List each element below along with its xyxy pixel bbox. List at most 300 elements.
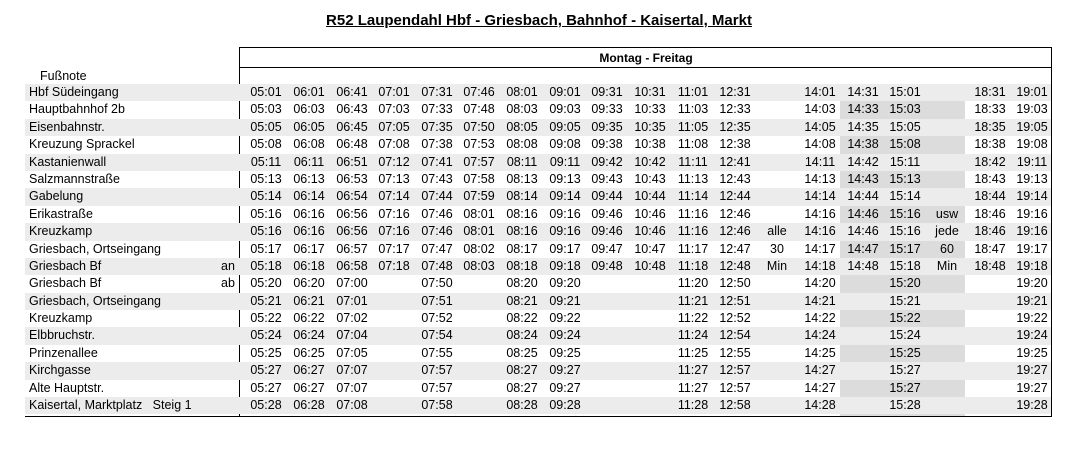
departure-time: 15:21 xyxy=(889,293,921,308)
departure-time: 07:38 xyxy=(421,137,453,152)
departure-time: 07:00 xyxy=(336,276,368,291)
departure-time: 09:01 xyxy=(549,85,581,99)
departure-time: 19:20 xyxy=(1016,276,1048,291)
stop-name: Griesbach, Ortseingang xyxy=(29,241,162,256)
departure-time: 12:35 xyxy=(719,119,751,134)
departure-time: 06:27 xyxy=(293,363,325,378)
departure-time: 15:28 xyxy=(889,398,921,413)
departure-time: 06:58 xyxy=(336,258,368,273)
departure-time: 11:21 xyxy=(677,293,709,308)
departure-time: 07:02 xyxy=(336,311,368,326)
departure-time: 11:16 xyxy=(677,224,709,239)
stop-name: Griesbach Bf xyxy=(29,276,102,291)
departure-time: 09:25 xyxy=(549,345,581,360)
departure-time: 08:17 xyxy=(506,241,538,256)
departure-time: 19:17 xyxy=(1016,241,1048,256)
departure-time: 10:33 xyxy=(634,102,666,117)
departure-time: 06:17 xyxy=(293,241,325,256)
departure-time: 06:48 xyxy=(336,137,368,152)
departure-time: 18:42 xyxy=(974,154,1006,169)
departure-time: 07:57 xyxy=(463,154,495,169)
departure-time: 09:24 xyxy=(549,328,581,343)
departure-time: 11:03 xyxy=(677,102,709,117)
departure-time: 05:16 xyxy=(250,206,282,221)
departure-time: 09:44 xyxy=(591,189,623,204)
departure-time: 06:16 xyxy=(293,224,325,239)
interval-note: alle xyxy=(767,224,787,239)
departure-time: 06:22 xyxy=(293,311,325,326)
departure-time: 10:43 xyxy=(634,171,666,186)
departure-time: 08:27 xyxy=(506,380,538,395)
departure-time: 18:46 xyxy=(974,206,1006,221)
departure-time: 12:43 xyxy=(719,171,751,186)
table-top-border xyxy=(240,47,1052,48)
departure-time: 09:14 xyxy=(549,189,581,204)
departure-time: 07:13 xyxy=(378,171,410,186)
departure-time: 19:16 xyxy=(1016,206,1048,221)
departure-marker: ab xyxy=(221,276,235,291)
stop-name: Griesbach Bf xyxy=(29,258,102,273)
departure-time: 05:16 xyxy=(250,224,282,239)
departure-time: 15:16 xyxy=(889,224,921,239)
departure-time: 11:05 xyxy=(677,119,709,134)
departure-time: 08:14 xyxy=(506,189,538,204)
departure-time: 14:25 xyxy=(804,345,836,360)
departure-time: 07:41 xyxy=(421,154,453,169)
departure-time: 07:58 xyxy=(421,398,453,413)
departure-time: 07:52 xyxy=(421,311,453,326)
stop-name: Kreuzkamp xyxy=(29,311,93,326)
departure-time: 07:55 xyxy=(421,345,453,360)
stop-name: Hbf Südeingang xyxy=(29,85,119,99)
departure-time: 09:33 xyxy=(591,102,623,117)
timetable-row xyxy=(25,310,1051,327)
timetable-row xyxy=(25,380,1051,397)
departure-time: 10:38 xyxy=(634,137,666,152)
departure-time: 09:43 xyxy=(591,171,623,186)
departure-time: 11:11 xyxy=(678,154,708,169)
departure-time: 07:58 xyxy=(463,171,495,186)
departure-time: 15:16 xyxy=(889,206,921,221)
departure-time: 09:47 xyxy=(591,241,623,256)
departure-time: 18:31 xyxy=(974,85,1006,99)
departure-time: 15:08 xyxy=(889,137,921,152)
departure-time: 06:21 xyxy=(293,293,325,308)
departure-time: 06:16 xyxy=(293,206,325,221)
timetable-row xyxy=(25,362,1051,379)
departure-time: 19:25 xyxy=(1016,345,1048,360)
departure-time: 09:17 xyxy=(549,241,581,256)
stop-name: Gabelung xyxy=(29,189,84,204)
departure-time: 15:03 xyxy=(889,102,921,117)
departure-time: 11:14 xyxy=(677,189,709,204)
departure-time: 06:54 xyxy=(336,189,368,204)
departure-time: 18:44 xyxy=(974,189,1006,204)
departure-time: 14:22 xyxy=(804,311,836,326)
stop-name: Alte Hauptstr. xyxy=(29,380,105,395)
departure-time: 19:03 xyxy=(1016,102,1048,117)
departure-time: 14:17 xyxy=(804,241,836,256)
departure-time: 14:14 xyxy=(804,189,836,204)
departure-time: 15:20 xyxy=(889,276,921,291)
departure-time: 09:31 xyxy=(591,85,623,99)
departure-time: 07:48 xyxy=(421,258,453,273)
departure-time: 08:28 xyxy=(506,398,538,413)
timetable-row xyxy=(25,258,1051,275)
departure-time: 07:08 xyxy=(336,398,368,413)
departure-time: 08:16 xyxy=(506,206,538,221)
departure-time: 19:14 xyxy=(1016,189,1048,204)
stop-name: Kaisertal, Marktplatz Steig 1 xyxy=(29,398,192,413)
departure-time: 07:46 xyxy=(421,224,453,239)
departure-time: 09:11 xyxy=(549,154,581,169)
departure-time: 08:21 xyxy=(506,293,538,308)
departure-time: 05:03 xyxy=(250,102,282,117)
departure-time: 09:28 xyxy=(549,398,581,413)
interval-note: jede xyxy=(935,224,959,239)
departure-time: 07:50 xyxy=(463,119,495,134)
stop-name: Kreuzung Sprackel xyxy=(29,137,135,152)
departure-time: 11:24 xyxy=(677,328,709,343)
departure-time: 07:35 xyxy=(421,119,453,134)
departure-time: 14:18 xyxy=(804,258,836,273)
departure-time: 08:24 xyxy=(506,328,538,343)
departure-time: 11:25 xyxy=(677,345,709,360)
departure-time: 15:11 xyxy=(889,154,921,169)
departure-time: 07:01 xyxy=(378,85,410,99)
departure-time: 09:20 xyxy=(549,276,581,291)
stop-name: Hauptbahnhof 2b xyxy=(29,102,125,117)
departure-time: 06:20 xyxy=(293,276,325,291)
stop-name: Eisenbahnstr. xyxy=(29,119,105,134)
departure-time: 06:28 xyxy=(293,398,325,413)
departure-time: 05:24 xyxy=(250,328,282,343)
departure-time: 12:44 xyxy=(719,189,751,204)
departure-time: 14:46 xyxy=(847,224,879,239)
departure-time: 05:05 xyxy=(250,119,282,134)
departure-time: 15:18 xyxy=(889,258,921,273)
departure-time: 10:42 xyxy=(634,154,666,169)
departure-time: 07:46 xyxy=(463,85,495,99)
header-separator xyxy=(240,67,1052,68)
departure-time: 12:54 xyxy=(719,328,751,343)
departure-time: 08:01 xyxy=(463,224,495,239)
departure-time: 06:05 xyxy=(293,119,325,134)
departure-time: 05:28 xyxy=(250,398,282,413)
departure-time: 19:18 xyxy=(1016,258,1048,273)
stop-name: Prinzenallee xyxy=(29,345,98,360)
timetable-row xyxy=(25,327,1051,344)
departure-time: 09:46 xyxy=(591,206,623,221)
departure-time: 05:11 xyxy=(250,154,282,169)
departure-time: 07:17 xyxy=(378,241,410,256)
departure-time: 05:27 xyxy=(250,380,282,395)
departure-time: 19:28 xyxy=(1016,398,1048,413)
departure-time: 18:46 xyxy=(974,224,1006,239)
departure-time: 05:17 xyxy=(250,241,282,256)
departure-time: 14:35 xyxy=(847,119,879,134)
departure-time: 14:11 xyxy=(804,154,836,169)
timetable-row xyxy=(25,206,1051,223)
departure-time: 10:44 xyxy=(634,189,666,204)
departure-time: 08:13 xyxy=(506,171,538,186)
departure-time: 11:27 xyxy=(677,363,709,378)
departure-time: 06:25 xyxy=(293,345,325,360)
departure-time: 07:43 xyxy=(421,171,453,186)
departure-time: 15:17 xyxy=(889,241,921,256)
departure-time: 12:47 xyxy=(719,241,751,256)
departure-time: 15:14 xyxy=(889,189,921,204)
departure-time: 09:48 xyxy=(591,258,623,273)
departure-time: 08:01 xyxy=(506,85,538,99)
departure-time: 06:51 xyxy=(336,154,368,169)
departure-time: 14:27 xyxy=(804,380,836,395)
departure-time: 11:22 xyxy=(677,311,709,326)
departure-time: 07:57 xyxy=(421,363,453,378)
departure-time: 07:47 xyxy=(421,241,453,256)
departure-time: 12:55 xyxy=(719,345,751,360)
departure-time: 06:56 xyxy=(336,224,368,239)
departure-time: 09:05 xyxy=(549,119,581,134)
departure-time: 11:01 xyxy=(677,85,709,99)
departure-time: 07:18 xyxy=(378,258,410,273)
departure-time: 09:16 xyxy=(549,224,581,239)
timetable-row xyxy=(25,119,1051,136)
departure-time: 14:42 xyxy=(847,154,879,169)
interval-note: usw xyxy=(935,206,959,221)
departure-time: 11:20 xyxy=(677,276,709,291)
departure-time: 08:03 xyxy=(506,102,538,117)
departure-time: 09:08 xyxy=(549,137,581,152)
departure-time: 12:46 xyxy=(719,206,751,221)
day-range-header: Montag - Freitag xyxy=(599,51,693,65)
departure-time: 07:05 xyxy=(336,345,368,360)
stop-name: Kreuzkamp xyxy=(29,224,93,239)
departure-time: 12:57 xyxy=(719,380,751,395)
departure-time: 08:16 xyxy=(506,224,538,239)
departure-time: 12:52 xyxy=(719,311,751,326)
departure-time: 14:27 xyxy=(804,363,836,378)
departure-time: 15:22 xyxy=(889,311,921,326)
departure-time: 05:08 xyxy=(250,137,282,152)
departure-time: 12:33 xyxy=(719,102,751,117)
departure-time: 05:20 xyxy=(250,276,282,291)
departure-time: 11:28 xyxy=(677,398,709,413)
stop-name: Kirchgasse xyxy=(29,363,91,378)
departure-time: 06:56 xyxy=(336,206,368,221)
departure-time: 07:07 xyxy=(336,363,368,378)
departure-time: 19:27 xyxy=(1016,363,1048,378)
departure-time: 15:27 xyxy=(889,380,921,395)
timetable-row xyxy=(25,345,1051,362)
departure-time: 14:08 xyxy=(804,137,836,152)
departure-time: 15:27 xyxy=(889,363,921,378)
departure-time: 10:48 xyxy=(634,258,666,273)
departure-time: 11:13 xyxy=(677,171,709,186)
departure-time: 07:04 xyxy=(336,328,368,343)
departure-time: 07:12 xyxy=(378,154,410,169)
departure-time: 14:43 xyxy=(847,171,879,186)
departure-time: 07:46 xyxy=(421,206,453,221)
departure-time: 06:41 xyxy=(336,85,368,99)
timetable-row xyxy=(25,223,1051,240)
departure-time: 19:16 xyxy=(1016,224,1048,239)
departure-time: 19:27 xyxy=(1016,380,1048,395)
departure-time: 12:58 xyxy=(719,398,751,413)
departure-time: 14:46 xyxy=(847,206,879,221)
departure-time: 19:08 xyxy=(1016,137,1048,152)
departure-time: 18:43 xyxy=(974,171,1006,186)
departure-time: 05:21 xyxy=(250,293,282,308)
interval-note: Min xyxy=(766,258,788,273)
departure-time: 06:08 xyxy=(293,137,325,152)
timetable-row xyxy=(25,154,1051,171)
departure-time: 10:31 xyxy=(634,85,666,99)
interval-note: Min xyxy=(936,258,958,273)
stop-name: Erikastraße xyxy=(29,206,93,221)
departure-time: 15:05 xyxy=(889,119,921,134)
departure-time: 08:27 xyxy=(506,363,538,378)
departure-time: 14:03 xyxy=(804,102,836,117)
departure-time: 14:21 xyxy=(804,293,836,308)
departure-time: 11:18 xyxy=(677,258,709,273)
departure-time: 09:35 xyxy=(591,119,623,134)
timetable-row xyxy=(25,275,1051,292)
departure-time: 07:05 xyxy=(378,119,410,134)
departure-time: 09:13 xyxy=(549,171,581,186)
departure-time: 15:01 xyxy=(889,85,921,99)
departure-time: 06:27 xyxy=(293,380,325,395)
departure-time: 06:14 xyxy=(293,189,325,204)
departure-time: 07:07 xyxy=(336,380,368,395)
departure-time: 07:03 xyxy=(378,102,410,117)
departure-time: 06:53 xyxy=(336,171,368,186)
timetable-title: R52 Laupendahl Hbf - Griesbach, Bahnhof - Kaisertal, Markt xyxy=(326,12,752,29)
departure-time: 14:38 xyxy=(847,137,879,152)
departure-time: 15:13 xyxy=(889,171,921,186)
departure-time: 07:53 xyxy=(463,137,495,152)
departure-time: 06:45 xyxy=(336,119,368,134)
departure-time: 06:13 xyxy=(293,171,325,186)
departure-time: 08:01 xyxy=(463,206,495,221)
interval-note: 60 xyxy=(940,241,954,256)
stop-name: Salzmannstraße xyxy=(29,171,121,186)
departure-time: 19:13 xyxy=(1016,171,1048,186)
departure-time: 05:18 xyxy=(250,258,282,273)
departure-time: 14:31 xyxy=(847,85,879,99)
departure-time: 07:08 xyxy=(378,137,410,152)
departure-time: 15:25 xyxy=(889,345,921,360)
departure-time: 06:43 xyxy=(336,102,368,117)
departure-time: 07:33 xyxy=(421,102,453,117)
departure-time: 12:57 xyxy=(719,363,751,378)
departure-time: 08:18 xyxy=(506,258,538,273)
departure-time: 18:35 xyxy=(974,119,1006,134)
departure-time: 07:54 xyxy=(421,328,453,343)
departure-time: 07:01 xyxy=(336,293,368,308)
departure-time: 12:51 xyxy=(719,293,751,308)
departure-time: 19:11 xyxy=(1016,154,1048,169)
departure-time: 07:16 xyxy=(378,224,410,239)
departure-time: 11:17 xyxy=(677,241,709,256)
footnote-label: Fußnote xyxy=(40,69,87,83)
stop-name: Elbbruchstr. xyxy=(29,328,96,343)
departure-time: 19:01 xyxy=(1016,85,1048,99)
departure-time: 09:03 xyxy=(549,102,581,117)
departure-time: 11:08 xyxy=(677,137,709,152)
departure-time: 08:08 xyxy=(506,137,538,152)
departure-time: 14:16 xyxy=(804,206,836,221)
table-bottom-border xyxy=(25,416,1052,417)
departure-time: 14:16 xyxy=(804,224,836,239)
departure-time: 05:13 xyxy=(250,171,282,186)
departure-time: 19:22 xyxy=(1016,311,1048,326)
timetable-row xyxy=(25,293,1051,310)
departure-time: 07:51 xyxy=(421,293,453,308)
departure-time: 09:42 xyxy=(591,154,623,169)
departure-time: 09:18 xyxy=(549,258,581,273)
arrival-marker: an xyxy=(221,258,235,273)
timetable-row xyxy=(25,241,1051,258)
departure-time: 10:47 xyxy=(634,241,666,256)
departure-time: 14:28 xyxy=(804,398,836,413)
timetable-rows xyxy=(25,84,1051,414)
departure-time: 07:44 xyxy=(421,189,453,204)
departure-time: 05:01 xyxy=(250,85,282,99)
timetable-row xyxy=(25,101,1051,118)
interval-note: 30 xyxy=(770,241,784,256)
departure-time: 07:31 xyxy=(421,85,453,99)
timetable-row xyxy=(25,136,1051,153)
departure-time: 06:03 xyxy=(293,102,325,117)
departure-time: 06:18 xyxy=(293,258,325,273)
departure-time: 14:24 xyxy=(804,328,836,343)
departure-time: 08:11 xyxy=(506,154,538,169)
departure-time: 15:24 xyxy=(889,328,921,343)
departure-time: 12:48 xyxy=(719,258,751,273)
departure-time: 18:47 xyxy=(974,241,1006,256)
departure-time: 09:27 xyxy=(549,380,581,395)
departure-time: 05:22 xyxy=(250,311,282,326)
departure-time: 07:59 xyxy=(463,189,495,204)
departure-time: 08:03 xyxy=(463,258,495,273)
departure-time: 14:20 xyxy=(804,276,836,291)
departure-time: 06:24 xyxy=(293,328,325,343)
departure-time: 05:27 xyxy=(250,363,282,378)
departure-time: 07:48 xyxy=(463,102,495,117)
departure-time: 05:14 xyxy=(250,189,282,204)
departure-time: 12:38 xyxy=(719,137,751,152)
timetable-row xyxy=(25,397,1051,414)
departure-time: 08:25 xyxy=(506,345,538,360)
departure-time: 11:16 xyxy=(677,206,709,221)
departure-time: 07:14 xyxy=(378,189,410,204)
departure-time: 11:27 xyxy=(677,380,709,395)
departure-time: 08:20 xyxy=(506,276,538,291)
departure-time: 09:46 xyxy=(591,224,623,239)
timetable-row xyxy=(25,171,1051,188)
departure-time: 14:05 xyxy=(804,119,836,134)
departure-time: 09:21 xyxy=(549,293,581,308)
departure-time: 14:48 xyxy=(847,258,879,273)
departure-time: 12:50 xyxy=(719,276,751,291)
departure-time: 07:16 xyxy=(378,206,410,221)
departure-time: 19:21 xyxy=(1016,293,1048,308)
departure-time: 12:41 xyxy=(719,154,751,169)
departure-time: 14:44 xyxy=(847,189,879,204)
timetable-row xyxy=(25,84,1051,101)
departure-time: 14:13 xyxy=(804,171,836,186)
